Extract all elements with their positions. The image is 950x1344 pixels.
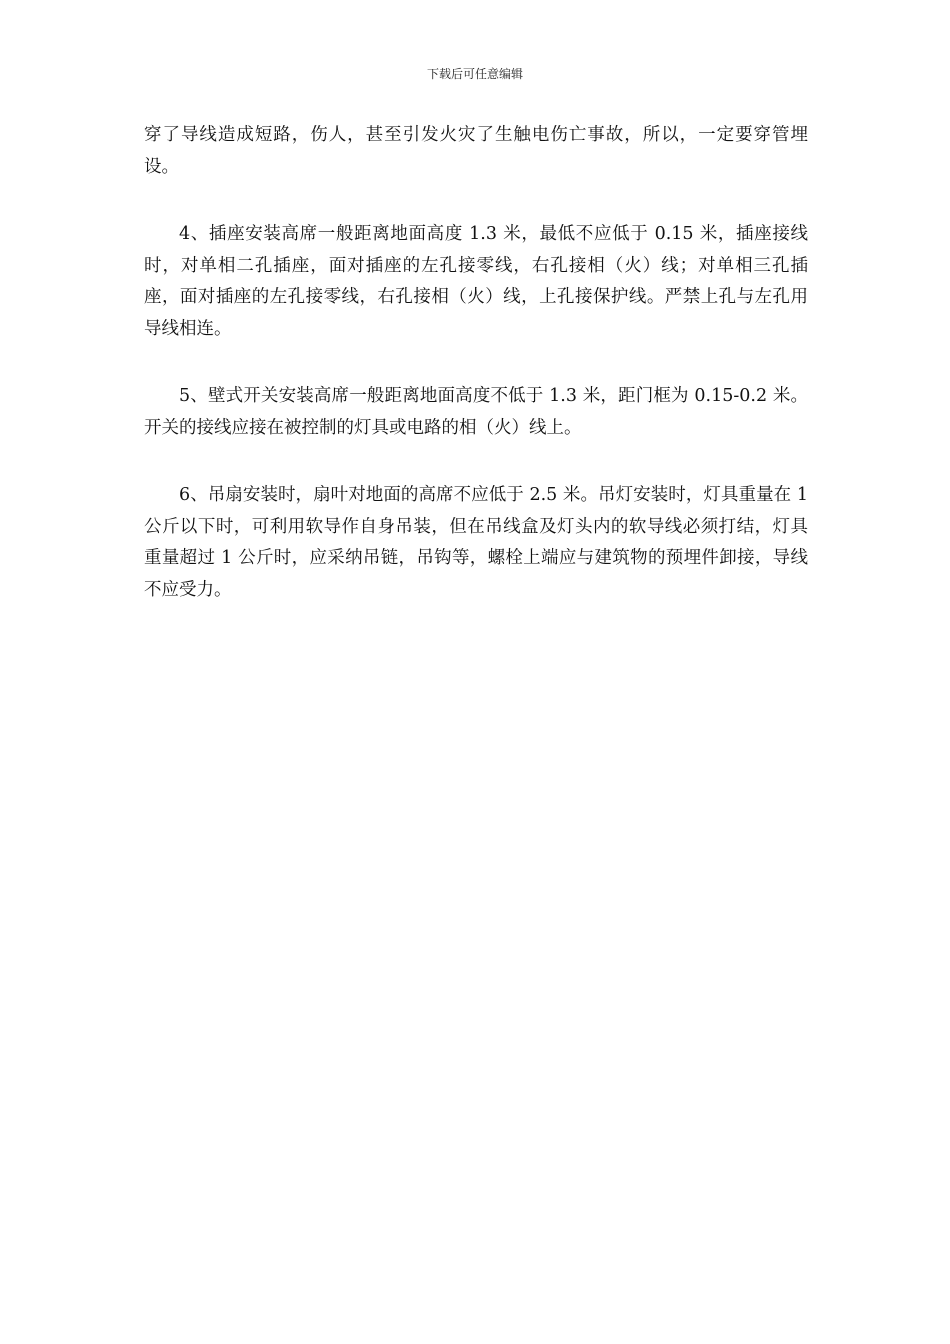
paragraph-socket-installation: 4、插座安装高席一般距离地面高度 1.3 米，最低不应低于 0.15 米，插座接线时，对单相二孔插座，面对插座的左孔接零线，右孔接相（火）线；对单相三孔插座，面对插座的左孔接零线，右孔接相（火）线，上孔接保护线。严禁上孔与左孔用导线相连。	[144, 224, 808, 339]
page-header: 下载后可任意编辑	[426, 67, 523, 81]
document-body	[144, 120, 808, 642]
paragraph-ceiling-fan-lamp-installation: 6、吊扇安装时，扇叶对地面的高席不应低于 2.5 米。吊灯安装时，灯具重量在 1 公斤以下时，可利用软导作自身吊装，但在吊线盒及灯头内的软导线必须打结，灯具重量超过 1 公斤时，应采纳吊链，吊钩等，螺栓上端应与建筑物的预埋件卸接，导线不应受力。	[144, 485, 808, 600]
paragraph-wall-switch-installation: 5、壁式开关安装高席一般距离地面高度不低于 1.3 米，距门框为 0.15-0.2 米。开关的接线应接在被控制的灯具或电路的相（火）线上。	[144, 386, 808, 438]
paragraph-continuation: 穿了导线造成短路，伤人，甚至引发火灾了生触电伤亡事故，所以，一定要穿管埋设。	[144, 125, 808, 177]
